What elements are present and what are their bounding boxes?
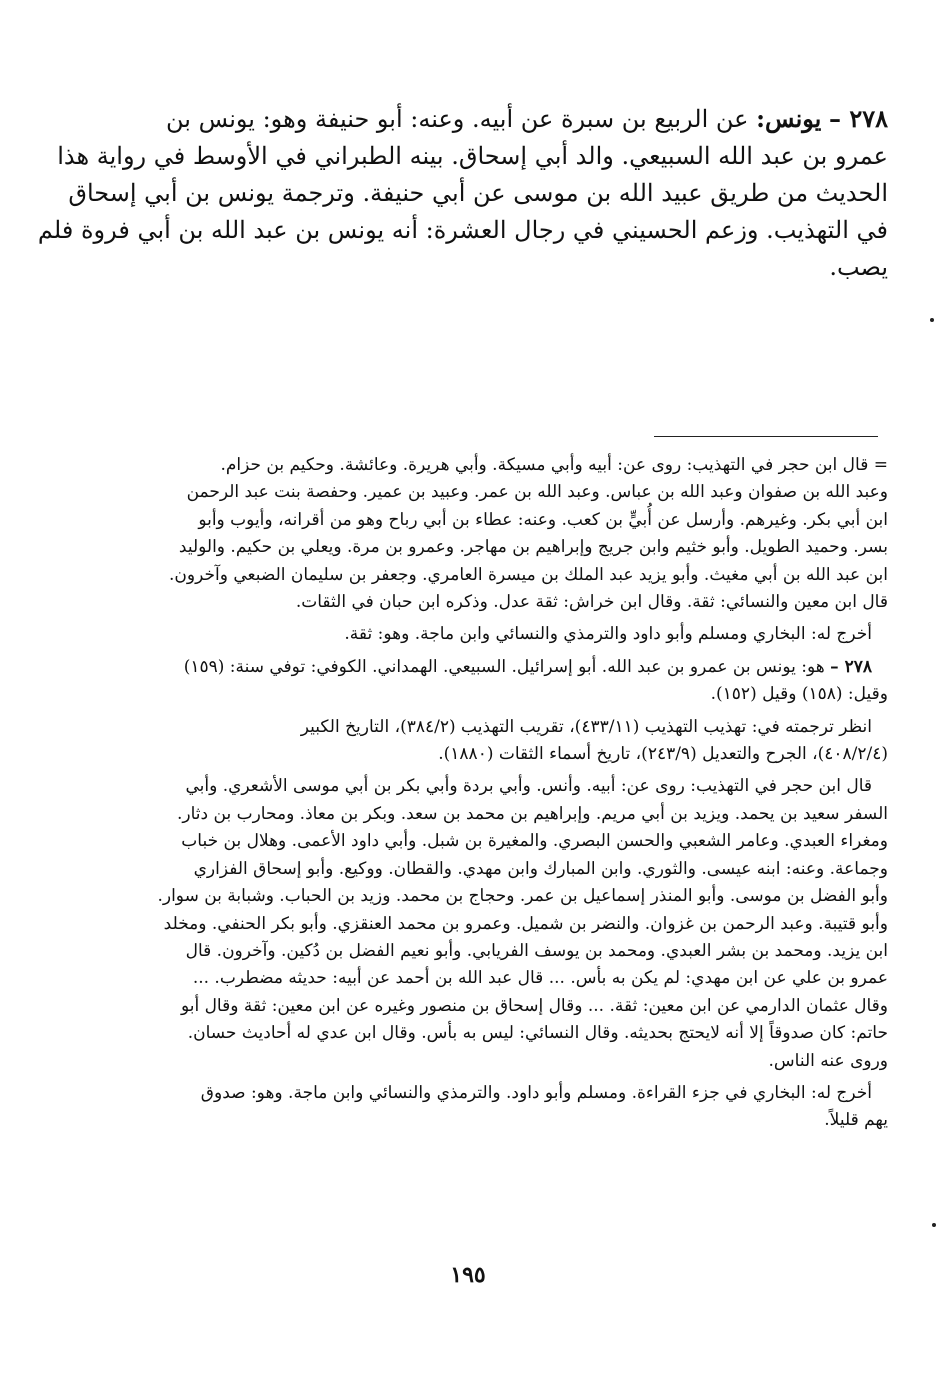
footnote-line: وأبو قتيبة. وعبد الرحمن بن غزوان. والنضر بن شميل. وعمرو بن محمد العنقزي. وأبو بكر الحنفي. ومخلد <box>163 913 888 934</box>
main-text-line-rest: عن الربيع بن سبرة عن أبيه. وعنه: أبو حنيفة وهو: يونس بن <box>166 105 749 133</box>
main-text <box>37 100 888 286</box>
footnote-line: وقيل: (١٥٨) وقيل (١٥٢). <box>710 684 888 705</box>
footnote-line: قال ابن حجر في التهذيب: روى عن: أبيه. وأنس. وأبي بردة وأبي بكر بن أبي موسى الأشعري. وأبي <box>185 776 872 797</box>
footnotes <box>128 452 888 1135</box>
main-text-line: في التهذيب. وزعم الحسيني في رجال العشرة: أنه يونس بن عبد الله بن أبي فروة فلم <box>37 216 888 244</box>
footnote-line: عمرو بن علي عن ابن مهدي: لم يكن به بأس. ... قال عبد الله بن أحمد عن أبيه: حديثه مضطرب. ... <box>192 968 888 989</box>
footnote-line: وروى عنه الناس. <box>768 1050 888 1071</box>
main-text-line: يصب. <box>829 253 888 281</box>
footnote-278-number: ٢٧٨ – <box>830 656 872 677</box>
footnote-line: انظر ترجمته في: تهذيب التهذيب (٤٣٣/١١)، تقريب التهذيب (٣٨٤/٢)، التاريخ الكبير <box>300 716 872 737</box>
footnote-line: حاتم: كان صدوقاً إلا أنه لايحتج بحديثه. وقال النسائي: ليس به بأس. وقال ابن عدي له أحاديث حسان. <box>187 1023 888 1044</box>
footnote-line: ومغراء العبدي. وعامر الشعبي والحسن البصري. والمغيرة بن شبل. وأبي داود الأعمى. وهلال بن خباب <box>181 831 888 852</box>
footnote-takhrij: أخرج له: البخاري في جزء القراءة. ومسلم وأبو داود. والترمذي والنسائي وابن ماجة. وهو: صدوق <box>200 1082 872 1103</box>
footnote-line: = قال ابن حجر في التهذيب: روى عن: أبيه وأبي مسيكة. وأبي هريرة. وعائشة. وحكيم بن حزام. <box>220 455 888 475</box>
footnote-line: ابن أبي بكر. وغيرهم. وأرسل عن أُبيٍّ بن كعب. وعنه: عطاء بن أبي رباح وهو من أقرانه، وأيوب وأبو <box>198 509 888 530</box>
entry-number: ٢٧٨ – <box>828 104 888 133</box>
footnote-line: وأبو الفضل بن موسى. وأبو المنذر إسماعيل بن عمر. وحجاج بن محمد. وزيد بن الحباب. وشبابة بن سوار. <box>157 886 888 907</box>
margin-mark <box>932 1223 936 1227</box>
main-text-line <box>118 100 888 138</box>
footnote-line: وعبد الله بن صفوان وعبد الله بن عباس. وعبد الله بن عمر. وعبيد بن عمير. وحفصة بنت عبد الرحمن <box>186 482 888 503</box>
footnote-line: ابن يزيد. ومحمد بن بشر العبدي. ومحمد بن يوسف الفريابي. وأبو نعيم الفضل بن دُكين. وآخرون. قال <box>185 940 888 961</box>
page-number: ١٩٥ <box>450 1262 486 1288</box>
entry-name: يونس: <box>756 104 822 133</box>
main-text-line: عمرو بن عبد الله السبيعي. والد أبي إسحاق. بينه الطبراني في الأوسط في رواية هذا <box>57 142 888 170</box>
footnote-278-text: هو: يونس بن عمرو بن عبد الله. أبو إسرائيل. السبيعي. الهمداني. الكوفي: توفي سنة: (١٥٩) <box>183 656 825 677</box>
footnote-278-line <box>128 654 888 681</box>
footnote-line: (٤٠٨/٢/٤)، الجرح والتعديل (٢٤٣/٩)، تاريخ أسماء الثقات (١٨٨٠). <box>438 744 888 765</box>
footnote-line: قال ابن معين والنسائي: ثقة. وقال ابن خراش: ثقة عدل. وذكره ابن حبان في الثقات. <box>295 592 888 613</box>
footnote-takhrij: أخرج له: البخاري ومسلم وأبو داود والترمذي والنسائي وابن ماجة. وهو: ثقة. <box>344 624 872 645</box>
footnote-line: بسر. وحميد الطويل. وأبو خثيم وابن جريج وإبراهيم بن مهاجر. وعمرو بن مرة. ويعلي بن حكيم. والوليد <box>178 537 888 558</box>
main-text-line: الحديث من طريق عبيد الله بن موسى عن أبي حنيفة. وترجمة يونس بن أبي إسحاق <box>68 179 888 207</box>
footnote-line: وجماعة. وعنه: ابنه عيسى. والثوري. وابن المبارك وابن مهدي. والقطان. ووكيع. وأبو إسحاق الفزاري <box>193 858 888 879</box>
margin-mark <box>930 318 934 322</box>
footnote-separator <box>654 436 878 437</box>
footnote-line: ابن عبد الله بن أبي مغيث. وأبو يزيد عبد الملك بن ميسرة العامري. وجعفر بن سليمان الضبعي وآخرون. <box>169 564 888 585</box>
footnote-line: السفر سعيد بن يحمد. ويزيد بن أبي مريم. وإبراهيم بن محمد بن سعد. وبكر بن معاذ. ومحارب بن دثار. <box>177 803 888 824</box>
footnote-line: وقال عثمان الدارمي عن ابن معين: ثقة. ... وقال إسحاق بن منصور وغيره عن ابن معين: ثقة وقال أبو <box>180 995 888 1016</box>
footnote-line: يهم قليلاً. <box>824 1110 888 1131</box>
